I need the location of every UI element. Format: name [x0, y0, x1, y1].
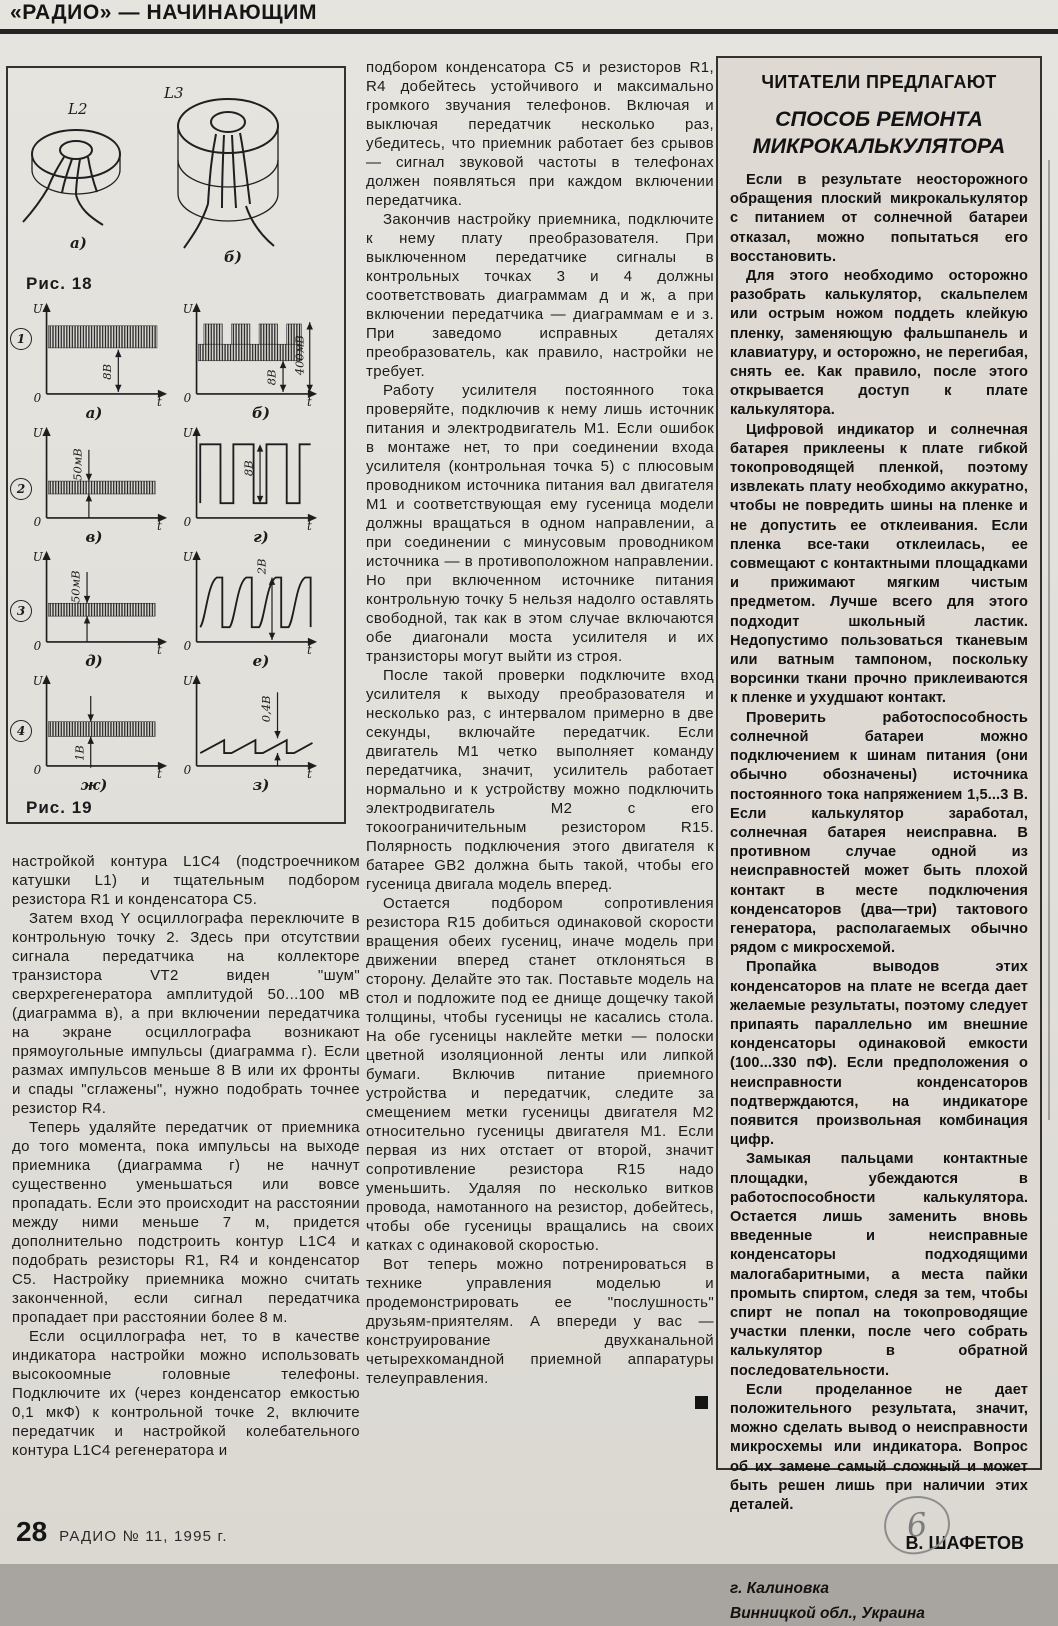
oscillogram-v: [30, 422, 168, 531]
oscillogram-cell-a: [10, 298, 178, 422]
noise-burst: [259, 324, 277, 344]
oscillogram-cell-e: [178, 546, 344, 670]
noise-band: [48, 326, 157, 348]
axis-label-t: t: [156, 518, 162, 533]
diagram-number-4: 4: [10, 720, 32, 742]
middle-column: [366, 58, 714, 1409]
noise-band: [48, 603, 155, 616]
coil-sub-a: а): [70, 234, 87, 252]
page-edge-line: [1048, 160, 1050, 1120]
axis-label-zero: 0: [183, 391, 192, 406]
paragraph: Для этого необходимо осторожно разобрать калькулятор, скальпелем или острым ножом поддеть клейкую пленку, заменяющую фальшпанель и клавиатуру, и осторожно, не перегибая, снять ее. Как правило, после этого открывается доступ к плате калькулятора.: [730, 268, 1028, 419]
paragraph: Затем вход Y осциллографа переключите в контрольную точку 2. Здесь при отсутствии сигнала передатчика на коллекторе транзистора VT2 виден "шум" сверхрегенератора амплитудой 50...100 мВ (диаграмма в), а при включении передатчика на экране осциллографа возникают прямоугольные импульсы (диаграмма г). Если размах импульсов меньше 8 В или их фронты и спады "сглажены", нужно подобрать точнее резистор R4.: [12, 910, 360, 1117]
left-column: [12, 852, 360, 1460]
figure-18-caption: Рис. 18: [26, 274, 93, 293]
amplitude-label: 8В: [264, 369, 279, 386]
axis-label-u: U: [182, 673, 193, 688]
article-body: [730, 171, 1028, 1515]
paragraph: Теперь удаляйте передатчик от приемника до того момента, пока импульсы на выходе приемника (диаграмма г) не начнут существенно уменьшаться или вовсе пропадать. Если это происходит на расстоянии между ними меньше 7 м, придется дополнительно подстроить контур L1C4 и подобрать резисторы R1, R4 и конденсатор C5. Настройку приемника можно считать законченной, если сигнал передатчика пропадает при расстоянии более 8 м.: [12, 1119, 360, 1326]
paragraph: настройкой контура L1C4 (подстроечником катушки L1) и тщательным подбором резистора R1 и конденсатора C5.: [12, 853, 360, 908]
coil-sub-b: б): [224, 248, 242, 266]
header-rule: [0, 29, 1058, 34]
coil-drawing-l3: [148, 74, 308, 270]
oscillogram-cell-v: [10, 422, 178, 546]
oscillogram-e: [180, 546, 318, 655]
axis-label-u: U: [182, 425, 193, 440]
figure-box: [6, 66, 346, 824]
axis-label-zero: 0: [183, 763, 192, 778]
paragraph: Если осциллографа нет, то в качестве индикатора настройки можно использовать высокоомные головные телефоны. Подключите их (через конденсатор емкостью 0,1 мкФ) к контрольной точке 2, включите передатчик и настройкой колебательного контура L1C4 регенератора и: [12, 1328, 360, 1459]
handwritten-mark-value: 6: [904, 1505, 930, 1545]
paragraph: Если проделанное не дает положительного результата, значит, можно сделать вывод о неисправности микросхемы или индикатора. Вопрос об их замене самый сложный и может быть решен лишь при наличии этих деталей.: [730, 1381, 1028, 1514]
amplitude-label: 50мВ: [70, 448, 85, 481]
axis-label-t: t: [306, 518, 312, 533]
amplitude-label-2: 400мВ: [292, 335, 307, 376]
figure-19: [8, 294, 344, 794]
diagram-caption-a: а): [85, 404, 103, 422]
diagram-number-1: 1: [10, 328, 32, 350]
article-title: СПОСОБ РЕМОНТА МИКРОКАЛЬКУЛЯТОРА: [752, 107, 1006, 158]
oscillogram-z: [180, 670, 318, 779]
coil-label-l3: L3: [164, 84, 184, 102]
figure-18: [8, 68, 344, 270]
oscillogram-cell-b: [178, 298, 344, 422]
axis-label-zero: 0: [33, 515, 42, 530]
paragraph: Закончив настройку приемника, подключите к нему плату преобразователя. При выключенном передатчике сигналы в контрольных точках 3 и 4 должны соответствовать диаграммам д и ж, а при включении передатчика — диаграммам е и з. При заведомо исправных деталях преобразователь, как правило, настройки не требует.: [366, 211, 714, 380]
oscillogram-cell-d: [10, 546, 178, 670]
axis-label-zero: 0: [183, 515, 192, 530]
location-line: г. Калиновка: [730, 1580, 829, 1598]
paragraph: Проверить работоспособность солнечной батареи можно подключением к шинам питания (они обычно обозначены) источника постоянного тока напряжением 1,5...3 В. Если калькулятор заработал, солнечная батарея неисправна. В противном случае одной из неисправностей может быть плохой контакт в месте подключения конденсаторов (два—три) тактового генератора, располагаемых обычно рядом с микросхемой.: [730, 709, 1028, 957]
diagram-caption-d: д): [85, 652, 103, 670]
oscillogram-b: [180, 298, 318, 407]
amplitude-label: 50мВ: [68, 570, 83, 604]
author-name: В. ШАФЕТОВ: [905, 1533, 1024, 1554]
coil-label-l2: L2: [68, 100, 88, 118]
noise-band: [198, 344, 301, 361]
diagram-number-3: 3: [10, 600, 32, 622]
oscillogram-cell-g: [178, 422, 344, 546]
axis-label-u: U: [32, 549, 43, 564]
page-header: «РАДИО» — НАЧИНАЮЩИМ: [10, 1, 318, 24]
amplitude-label: 8В: [241, 460, 256, 477]
oscillogram-g: [180, 422, 318, 531]
axis-label-t: t: [156, 642, 162, 657]
paragraph: Замыкая пальцами контактные площадки, убеждаются в работоспособности калькулятора. Остается лишь заменить вновь введенные и неисправные конденсаторы подходящими малогабаритными, а места пайки промыть спиртом, следя за тем, чтобы спирт не попал на токопроводящие участки пленки, после чего собрать калькулятор в обратной последовательности.: [730, 1151, 1028, 1379]
end-of-article-mark: [695, 1396, 708, 1409]
issue-label: РАДИО № 11, 1995 г.: [59, 1528, 228, 1545]
axis-label-zero: 0: [33, 639, 42, 654]
axis-label-u: U: [32, 425, 43, 440]
section-kicker: ЧИТАТЕЛИ ПРЕДЛАГАЮТ: [761, 72, 997, 92]
amplitude-label: 0,4В: [259, 695, 274, 723]
axis-label-t: t: [306, 642, 312, 657]
oscillogram-d: [30, 546, 168, 655]
diagram-caption-b: б): [252, 404, 270, 422]
page-number: 28: [16, 1516, 48, 1547]
readers-suggest-box: [716, 56, 1042, 1623]
oscillogram-zh: [30, 670, 168, 779]
axis-label-zero: 0: [33, 763, 42, 778]
axis-label-t: t: [156, 394, 162, 409]
axis-label-u: U: [182, 549, 193, 564]
sawtooth-wave: [200, 740, 312, 753]
paragraph: Вот теперь можно потренироваться в технике управления моделью и продемонстрировать ее "послушность" друзьям-приятелям. А впереди у вас — конструирование двухканальной четырехкомандной приемной аппаратуры телеуправления.: [366, 1256, 714, 1387]
amplitude-label: 2В: [254, 558, 269, 575]
axis-label-zero: 0: [183, 639, 192, 654]
author-location: [730, 1576, 1028, 1626]
page-footer: [16, 1516, 228, 1548]
coil-drawing-l2: [18, 100, 138, 256]
noise-band: [48, 722, 155, 737]
oscillogram-a: [30, 298, 168, 407]
noise-burst: [204, 324, 222, 344]
pulse-wave: [200, 578, 310, 628]
figure-19-caption: Рис. 19: [26, 798, 93, 817]
axis-label-t: t: [306, 394, 312, 409]
diagram-caption-v: в): [85, 528, 103, 546]
amplitude-label: 8В: [99, 363, 114, 380]
diagram-caption-z: з): [252, 776, 270, 794]
paragraph: подбором конденсатора C5 и резисторов R1, R4 добейтесь устойчивого и максимально громкого звучания телефонов. Включая и выключая передатчик несколько раз, убедитесь, что приемник работает без срывов — сигнал звуковой частоты в телефонах должен появляться при каждом включении передатчика.: [366, 59, 714, 209]
oscillogram-cell-z: [178, 670, 344, 794]
axis-label-u: U: [32, 673, 43, 688]
axis-label-zero: 0: [33, 391, 42, 406]
paragraph: После такой проверки подключите вход усилителя к выходу преобразователя и несколько раз, с интервалом примерно в две секунды, включайте передатчик. Если двигатель M1 четко выполняет команду передатчика, значит, усилитель работает нормально и к устройству можно подключить электродвигатель M2 с его токоограничительным резистором R15. Полярность подключения этого двигателя к батарее GB2 должна быть такой, чтобы его гусеница двигала модель вперед.: [366, 667, 714, 893]
location-line: Винницкой обл., Украина: [730, 1605, 925, 1623]
paragraph: Остается подбором сопротивления резистора R15 добиться одинаковой скорости вращения обеих гусениц, иначе модель при движении вперед станет отклоняться в сторону. Делайте это так. Поставьте модель на стол и подложите под ее днище дощечку такой толщины, чтобы гусеницы не касались стола. На обе гусеницы наклейте метки — полоски цветной изоляционной ленты или липкой бумаги. Включив питание приемного устройства и передатчик, следите за смещением метки гусеницы двигателя M2 относительно гусеницы двигателя M1. Если первая из них отстает от второй, значит сопротивление резистора R15 надо уменьшить. Удаляя по несколько витков провода, намотанного на резистор, добейтесь, чтобы обе гусеницы вращались на своих катках с одинаковой скоростью.: [366, 895, 714, 1254]
axis-label-u: U: [32, 301, 43, 316]
paragraph: Если в результате неосторожного обращения плоский микрокалькулятор с питанием от солнечной батареи отказал, можно попытаться его восстановить.: [730, 172, 1028, 265]
paragraph: Работу усилителя постоянного тока проверяйте, подключив к нему лишь источник питания и электродвигатель M1. Если ошибок в монтаже нет, то при соединении входа усилителя (контрольная точка 5) с плюсовым проводником источника питания вал двигателя M1 и соответствующая ему гусеница модели должны вращаться в одном направлении, а при соединении с минусовым проводником источника — в противоположном направлении. Но при включенном источнике питания контрольную точку 5 нельзя надолго оставлять свободной, так как в этом случае включаются обе диагонали моста усилителя и их транзисторы могут выйти из строя.: [366, 382, 714, 665]
diagram-caption-zh: ж): [80, 776, 108, 794]
axis-label-t: t: [156, 766, 162, 781]
diagram-number-2: 2: [10, 478, 32, 500]
noise-burst: [232, 324, 250, 344]
noise-band: [48, 481, 155, 494]
diagram-caption-e: е): [252, 652, 270, 670]
axis-label-t: t: [306, 766, 312, 781]
amplitude-label: 1В: [72, 745, 87, 761]
paragraph: Пропайка выводов этих конденсаторов на плате не всегда дает желаемые результаты, поэтому следует припаять параллельно им внешние конденсаторы одинаковой емкости (100...330 пФ). Если предположения о неисправности конденсаторов подтверждаются, на индикаторе появится произвольная комбинация цифр.: [730, 959, 1028, 1149]
oscillogram-cell-zh: [10, 670, 178, 794]
diagram-caption-g: г): [253, 528, 269, 546]
paragraph: Цифровой индикатор и солнечная батарея приклеены к плате гибкой токопроводящей пленкой, поэтому извлекать плату необходимо аккуратно, чтобы не повредить шины на пленке и не допустить ее отклеивания. Если пленка все-таки отклеилась, ее совмещают с контактными площадками и прижимают мягким чистым предметом. Лучше всего для этого подходит школьный ластик. Недопустимо пользоваться тканевым или ватным тампоном, поскольку ворсинки ткани прочно приклеиваются к пленке и ухудшают контакт.: [730, 421, 1028, 707]
axis-label-u: U: [182, 301, 193, 316]
